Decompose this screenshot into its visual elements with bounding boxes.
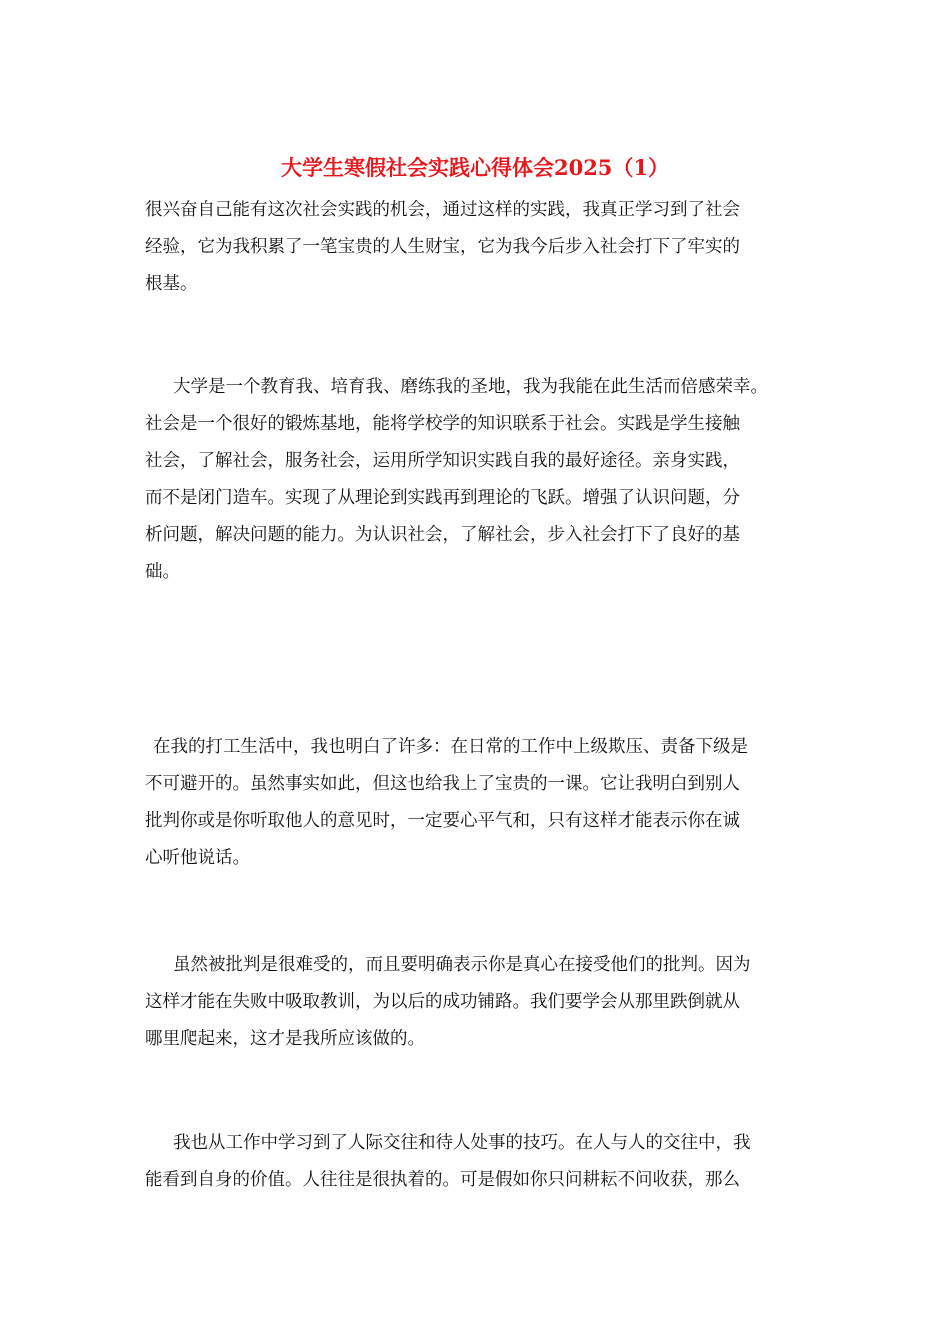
paragraph-1-line-3: 根基。: [145, 274, 198, 294]
paragraph-3-line-2: 不可避开的。虽然事实如此，但这也给我上了宝贵的一课。它让我明白到别人: [145, 774, 740, 794]
paragraph-2-line-6: 础。: [145, 562, 180, 582]
paragraph-5-line-1: 我也从工作中学习到了人际交往和待人处事的技巧。在人与人的交往中，我: [173, 1133, 751, 1153]
paragraph-4-line-1: 虽然被批判是很难受的，而且要明确表示你是真心在接受他们的批判。因为: [173, 955, 751, 975]
paragraph-1-line-2: 经验，它为我积累了一笔宝贵的人生财宝，它为我今后步入社会打下了牢实的: [145, 237, 740, 257]
paragraph-1-line-1: 很兴奋自己能有这次社会实践的机会，通过这样的实践，我真正学习到了社会: [145, 200, 740, 220]
document-title: 大学生寒假社会实践心得体会2025（1）: [280, 155, 670, 180]
paragraph-2-line-5: 析问题，解决问题的能力。为认识社会，了解社会，步入社会打下了良好的基: [145, 525, 740, 545]
paragraph-4-line-3: 哪里爬起来，这才是我所应该做的。: [145, 1029, 425, 1049]
paragraph-2-line-3: 社会，了解社会，服务社会，运用所学知识实践自我的最好途径。亲身实践，: [145, 451, 740, 471]
paragraph-2-line-1: 大学是一个教育我、培育我、磨练我的圣地，我为我能在此生活而倍感荣幸。: [173, 377, 768, 397]
paragraph-3-line-4: 心听他说话。: [145, 848, 250, 868]
paragraph-5-line-2: 能看到自身的价值。人往往是很执着的。可是假如你只问耕耘不问收获，那么: [145, 1170, 740, 1190]
paragraph-3-line-3: 批判你或是你听取他人的意见时，一定要心平气和，只有这样才能表示你在诚: [145, 811, 740, 831]
paragraph-3-line-1: 在我的打工生活中，我也明白了许多：在日常的工作中上级欺压、责备下级是: [153, 737, 748, 757]
paragraph-4-line-2: 这样才能在失败中吸取教训，为以后的成功铺路。我们要学会从那里跌倒就从: [145, 992, 740, 1012]
paragraph-2-line-2: 社会是一个很好的锻炼基地，能将学校学的知识联系于社会。实践是学生接触: [145, 414, 740, 434]
paragraph-2-line-4: 而不是闭门造车。实现了从理论到实践再到理论的飞跃。增强了认识问题，分: [145, 488, 740, 508]
